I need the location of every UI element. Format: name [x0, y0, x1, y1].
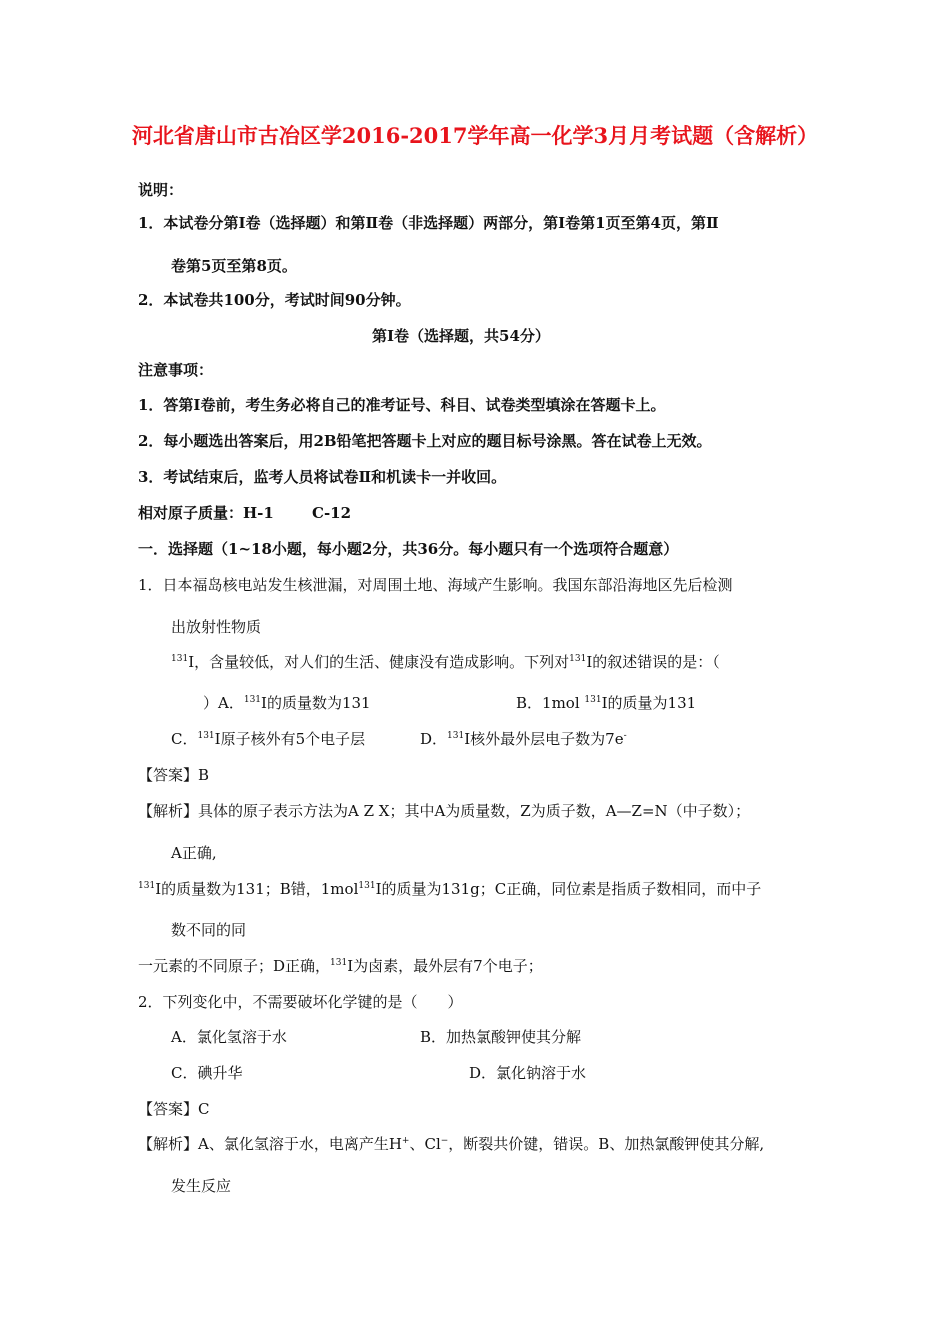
q2-exp-part2: 、Cl [409, 1135, 441, 1153]
q1-explanation-line5 [138, 956, 543, 976]
q2-exp-part1: 【解析】A、氯化氢溶于水，电离产生H [138, 1135, 402, 1153]
q1-exp-part4: I为卤素，最外层有7个电子； [347, 957, 543, 975]
intro-item-2: 2．本试卷共100分，考试时间90分钟。 [138, 291, 411, 309]
q1-exp-part3: 一元素的不同原子；D正确， [138, 957, 331, 975]
q1-option-c [171, 729, 365, 749]
q1-exp-part2: I的质量为131g；C正确，同位素是指质子数相同，而中子 [375, 880, 762, 898]
note-1: 1．答第Ⅰ卷前，考生务必将自己的准考证号、科目、试卷类型填涂在答题卡上。 [138, 396, 666, 414]
isotope-superscript: 131 [330, 958, 348, 968]
document-title: 河北省唐山市古冶区学2016-2017学年高一化学3月月考试题（含解析） [131, 123, 819, 148]
section-heading: 第Ⅰ卷（选择题，共54分） [372, 327, 550, 345]
option-a-label: ）A． [203, 694, 244, 712]
q1-explanation-line4: 数不同的同 [171, 921, 247, 939]
option-b-label: B．1mol [516, 694, 580, 712]
q1-explanation-a: A正确, [171, 844, 217, 862]
notes-heading: 注意事项： [138, 361, 214, 379]
electron-charge-superscript: - [623, 731, 627, 741]
part-heading: 一．选择题（1~18小题，每小题2分，共36分。每小题只有一个选项符合题意） [138, 540, 679, 558]
intro-item-1-cont: 卷第5页至第8页。 [171, 257, 297, 275]
q1-stem-cont: 出放射性物质 [171, 618, 262, 636]
option-a-text: I的质量数为131 [261, 694, 371, 712]
option-b-text: I的质量为131 [601, 694, 697, 712]
atomic-mass-c: C-12 [312, 504, 352, 522]
charge-superscript: + [401, 1136, 410, 1146]
note-3: 3．考试结束后，监考人员将试卷Ⅱ和机读卡一并收回。 [138, 468, 507, 486]
q1-stem: 1．日本福岛核电站发生核泄漏，对周围土地、海域产生影响。我国东部沿海地区先后检测 [138, 576, 733, 594]
q1-option-d [420, 729, 627, 749]
option-d-text: I核外最外层电子数为7e [464, 730, 624, 748]
q1-option-b [516, 693, 696, 713]
isotope-superscript: 131 [569, 654, 587, 664]
q1-stem-line3 [171, 652, 720, 672]
isotope-superscript: 131 [447, 731, 465, 741]
q1-stem-part1: I，含量较低，对人们的生活、健康没有造成影响。下列对 [188, 653, 570, 671]
isotope-superscript: 131 [584, 695, 602, 705]
q2-option-a: A．氯化氢溶于水 [171, 1028, 287, 1046]
charge-superscript: − [440, 1136, 449, 1146]
option-c-label: C． [171, 730, 198, 748]
intro-heading: 说明： [138, 181, 184, 199]
q1-explanation: 【解析】具体的原子表示方法为A Z X；其中A为质量数，Z为质子数，A—Z=N（中子数）； [138, 802, 751, 820]
q2-answer: 【答案】C [138, 1100, 210, 1118]
q1-exp-part1: I的质量数为131；B错，1mol [155, 880, 359, 898]
isotope-superscript: 131 [243, 695, 262, 705]
q1-option-a [203, 693, 371, 713]
isotope-superscript: 131 [358, 881, 376, 891]
q2-option-b: B．加热氯酸钾使其分解 [420, 1028, 582, 1046]
isotope-superscript: 131 [197, 731, 215, 741]
q2-option-c: C．碘升华 [171, 1064, 243, 1082]
q1-answer: 【答案】B [138, 766, 210, 784]
q2-explanation [138, 1134, 764, 1154]
q2-explanation-cont: 发生反应 [171, 1177, 232, 1195]
q2-option-d: D．氯化钠溶于水 [469, 1064, 587, 1082]
q1-stem-part2: I的叙述错误的是：（ [586, 653, 720, 671]
q1-explanation-line3 [138, 879, 761, 899]
q2-stem: 2．下列变化中，不需要破坏化学键的是（ ） [138, 993, 463, 1011]
atomic-mass-label: 相对原子质量：H-1 [138, 504, 274, 522]
note-2: 2．每小题选出答案后，用2B铅笔把答题卡上对应的题目标号涂黑。答在试卷上无效。 [138, 432, 712, 450]
q2-exp-part3: ，断裂共价键，错误。B、加热氯酸钾使其分解, [448, 1135, 765, 1153]
isotope-superscript: 131 [171, 654, 189, 664]
option-c-text: I原子核外有5个电子层 [214, 730, 366, 748]
isotope-superscript: 131 [138, 881, 156, 891]
intro-item-1: 1．本试卷分第Ⅰ卷（选择题）和第Ⅱ卷（非选择题）两部分，第Ⅰ卷第1页至第4页，第Ⅱ [138, 214, 719, 232]
option-d-label: D． [420, 730, 448, 748]
